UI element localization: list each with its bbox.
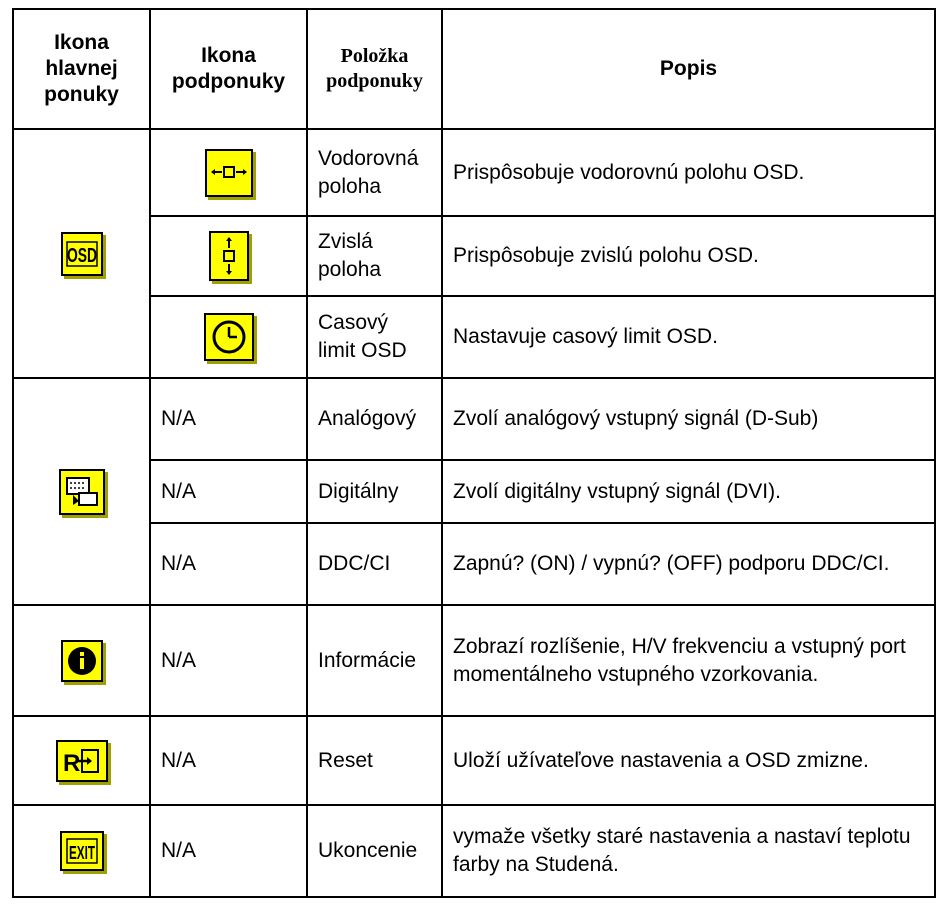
- header-sub-icon: Ikona podponuky: [150, 9, 307, 129]
- exit-icon: [60, 831, 104, 871]
- vertical-position-icon: [209, 231, 249, 281]
- horizontal-position-icon: [205, 149, 253, 197]
- main-icon-cell: [13, 129, 150, 378]
- sub-value-cell: N/A: [150, 605, 307, 716]
- description-cell: Prispôsobuje vodorovnú polohu OSD.: [442, 129, 935, 216]
- sub-icon-cell: [150, 216, 307, 296]
- main-icon-cell: [13, 378, 150, 605]
- table-row: [13, 378, 935, 460]
- sub-value-cell: N/A: [150, 805, 307, 897]
- svg-text:R: R: [62, 749, 80, 777]
- input-select-icon: [59, 469, 105, 515]
- header-main-icon: Ikona hlavnej ponuky: [13, 9, 150, 129]
- table-row: [13, 216, 935, 296]
- description-cell: Zobrazí rozlíšenie, H/V frekvenciu a vstupný port momentálneho vstupného vzorkovania.: [442, 605, 935, 716]
- osd-icon: [61, 232, 103, 276]
- main-icon-cell: [13, 605, 150, 716]
- description-cell: Nastavuje casový limit OSD.: [442, 296, 935, 378]
- main-icon-cell: [13, 805, 150, 897]
- osd-menu-table: [12, 8, 936, 898]
- header-sub-item: Položka podponuky: [307, 9, 442, 129]
- description-cell: vymaže všetky staré nastavenia a nastaví teplotu farby na Studená.: [442, 805, 935, 897]
- table-row: [13, 296, 935, 378]
- description-cell: Zapnú? (ON) / vypnú? (OFF) podporu DDC/CI.: [442, 523, 935, 605]
- sub-icon-cell: [150, 129, 307, 216]
- table-row: [13, 605, 935, 716]
- sub-value-cell: N/A: [150, 716, 307, 805]
- svg-text:OSD: OSD: [66, 244, 97, 267]
- clock-icon: [204, 313, 254, 361]
- sub-item-cell: Digitálny: [307, 460, 442, 523]
- sub-item-cell: Informácie: [307, 605, 442, 716]
- sub-item-cell: Analógový: [307, 378, 442, 460]
- table-row: [13, 805, 935, 897]
- sub-value-cell: N/A: [150, 460, 307, 523]
- description-cell: Uloží užívateľove nastavenia a OSD zmizne.: [442, 716, 935, 805]
- table-row: [13, 129, 935, 216]
- table-row: [13, 523, 935, 605]
- description-cell: Zvolí digitálny vstupný signál (DVI).: [442, 460, 935, 523]
- sub-item-cell: Reset: [307, 716, 442, 805]
- header-description: Popis: [442, 9, 935, 129]
- sub-value-cell: N/A: [150, 378, 307, 460]
- table-row: [13, 460, 935, 523]
- svg-text:EXIT: EXIT: [68, 843, 95, 863]
- reset-icon: [56, 740, 108, 782]
- description-cell: Zvolí analógový vstupný signál (D-Sub): [442, 378, 935, 460]
- sub-item-cell: Ukoncenie: [307, 805, 442, 897]
- main-icon-cell: [13, 716, 150, 805]
- header-row: [13, 9, 935, 129]
- info-icon: [61, 640, 103, 682]
- sub-item-cell: DDC/CI: [307, 523, 442, 605]
- table-row: [13, 716, 935, 805]
- description-cell: Prispôsobuje zvislú polohu OSD.: [442, 216, 935, 296]
- sub-item-cell: Vodorovná poloha: [307, 129, 442, 216]
- sub-item-cell: Casový limit OSD: [307, 296, 442, 378]
- sub-item-cell: Zvislá poloha: [307, 216, 442, 296]
- sub-icon-cell: [150, 296, 307, 378]
- sub-value-cell: N/A: [150, 523, 307, 605]
